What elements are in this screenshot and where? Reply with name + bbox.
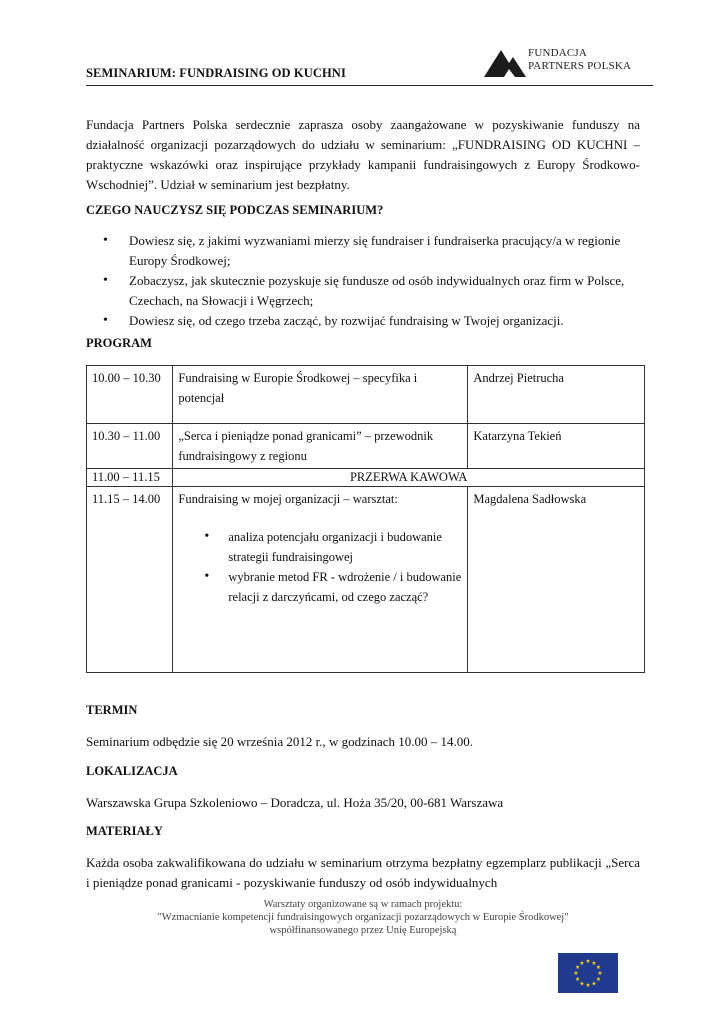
learn-list xyxy=(103,231,643,331)
eu-flag-icon xyxy=(558,953,618,993)
logo-line-1: FUNDACJA xyxy=(528,47,588,59)
workshop-subitems xyxy=(178,527,462,607)
time-cell: 11.15 – 14.00 xyxy=(87,487,173,673)
footer-line-3: współfinansowanego przez Unię Europejską xyxy=(269,925,457,936)
table-row xyxy=(87,424,645,469)
eu-star-icon: ★ xyxy=(574,977,581,984)
partners-polska-logo xyxy=(484,45,654,79)
eu-star-icon: ★ xyxy=(574,965,581,972)
termin-text: Seminarium odbędzie się 20 września 2012 r., w godzinach 10.00 – 14.00. xyxy=(86,734,474,749)
program-table xyxy=(86,365,645,673)
table-row xyxy=(87,469,645,487)
list-item: • wybranie metod FR - wdrożenie / i budowanie relacji z darczyńcami, od czego zacząć? xyxy=(202,567,462,607)
lokalizacja-text: Warszawska Grupa Szkoleniowo – Doradcza, ul. Hoża 35/20, 00-681 Warszawa xyxy=(86,795,504,810)
materialy-heading: MATERIAŁY xyxy=(86,824,163,838)
eu-star-icon: ★ xyxy=(595,977,602,984)
time-cell: 10.00 – 10.30 xyxy=(87,366,173,424)
eu-star-icon: ★ xyxy=(591,981,597,988)
eu-star-icon: ★ xyxy=(579,960,585,967)
topic-cell: „Serca i pieniądze ponad granicami” – przewodnik fundraisingowy z regionu xyxy=(173,424,468,469)
eu-star-icon: ★ xyxy=(585,983,591,990)
workshop-cell xyxy=(173,487,468,673)
program-heading: PROGRAM xyxy=(86,336,152,350)
list-item: • analiza potencjału organizacji i budowanie strategii fundraisingowej xyxy=(202,527,462,567)
footer-line-2: "Wzmacnianie kompetencji fundraisingowych organizacji pozarządowych w Europie Środkowej" xyxy=(157,912,569,923)
topic-text: Fundraising w mojej organizacji – warsztat: xyxy=(178,492,398,506)
eu-star-icon: ★ xyxy=(579,981,585,988)
speaker-cell: Magdalena Sadłowska xyxy=(468,487,645,673)
intro-paragraph: Fundacja Partners Polska serdecznie zaprasza osoby zaangażowane w pozyskiwanie funduszy na działalność organizacji pozarządowych do udziału w seminarium: „FUNDRAISING OD KUCHNI – praktyczne wskazówki oraz inspirujące przykłady kampanii fundraisingowych z Europy Środkowo-Wschodniej”. Udział w seminarium jest bezpłatny. xyxy=(86,117,640,192)
learn-item: • Dowiesz się, od czego trzeba zacząć, by rozwijać fundraising w Twojej organizacji. xyxy=(103,311,643,331)
eu-star-icon: ★ xyxy=(595,965,602,972)
time-cell: 10.30 – 11.00 xyxy=(87,424,173,469)
speaker-cell: Andrzej Pietrucha xyxy=(468,366,645,424)
eu-star-icon: ★ xyxy=(591,960,597,967)
break-cell: PRZERWA KAWOWA xyxy=(173,469,645,487)
termin-heading: TERMIN xyxy=(86,703,138,717)
table-row xyxy=(87,366,645,424)
mountain-logo-icon xyxy=(484,46,526,78)
materialy-text: Każda osoba zakwalifikowana do udziału w seminarium otrzyma bezpłatny egzemplarz publikacji „Serca i pieniądze ponad granicami - pozyskiwanie funduszy od osób indywidualnych xyxy=(86,855,640,890)
eu-star-icon: ★ xyxy=(573,971,579,978)
logo-line-2: PARTNERS POLSKA xyxy=(528,60,632,72)
eu-star-icon: ★ xyxy=(597,971,603,978)
speaker-cell: Katarzyna Tekień xyxy=(468,424,645,469)
eu-flag-graphic xyxy=(558,953,618,993)
table-row xyxy=(87,487,645,673)
header-divider xyxy=(86,85,653,86)
footer-line-1: Warsztaty organizowane są w ramach projektu: xyxy=(263,899,463,910)
learn-item: • Zobaczysz, jak skutecznie pozyskuje się fundusze od osób indywidualnych oraz firm w Polsce, Czechach, na Słowacji i Węgrzech; xyxy=(103,271,643,311)
eu-star-icon: ★ xyxy=(585,959,591,966)
footer xyxy=(86,898,640,937)
learn-item: • Dowiesz się, z jakimi wyzwaniami mierzy się fundraiser i fundraiserka pracujący/a w regionie Europy Środkowej; xyxy=(103,231,643,271)
document-title: SEMINARIUM: FUNDRAISING OD KUCHNI xyxy=(86,66,346,80)
lokalizacja-heading: LOKALIZACJA xyxy=(86,764,178,778)
time-cell: 11.00 – 11.15 xyxy=(87,469,173,487)
topic-cell: Fundraising w Europie Środkowej – specyfika i potencjał xyxy=(173,366,468,424)
learn-heading: CZEGO NAUCZYSZ SIĘ PODCZAS SEMINARIUM? xyxy=(86,203,384,217)
